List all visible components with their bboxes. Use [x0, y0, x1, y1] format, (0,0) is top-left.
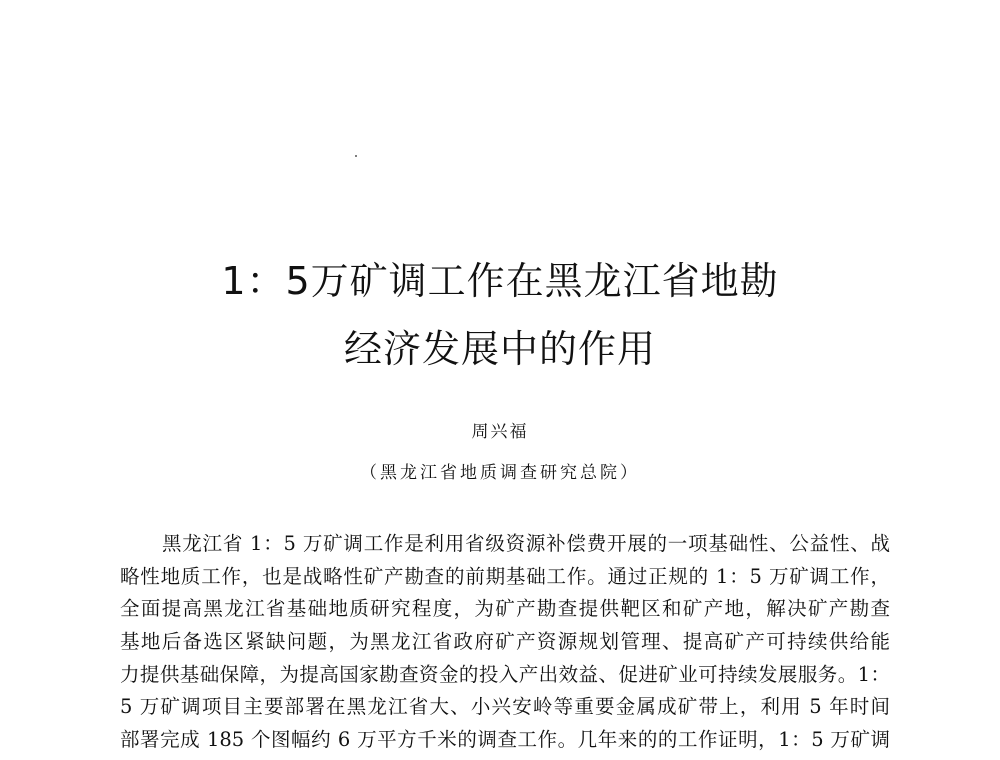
body-line: 略性地质工作，也是战略性矿产勘查的前期基础工作。通过正规的 1：5 万矿调工作， [120, 564, 890, 588]
paper-title-line-1: 1：5万矿调工作在黑龙江省地勘 [221, 259, 779, 303]
author-name: 周兴福 [471, 422, 529, 442]
paper-title-line-2: 经济发展中的作用 [343, 327, 656, 371]
scan-speck [355, 155, 357, 157]
body-paragraph [120, 528, 890, 757]
body-line: 基地后备选区紧缺问题，为黑龙江省政府矿产资源规划管理、提高矿产可持续供给能 [120, 630, 890, 654]
author-affiliation: （黑龙江省地质调查研究总院） [360, 463, 640, 483]
body-line: 部署完成 185 个图幅约 6 万平方千米的调查工作。几年来的的工作证明，1：5 万矿调 [120, 728, 890, 752]
body-line: 5 万矿调项目主要部署在黑龙江省大、小兴安岭等重要金属成矿带上，利用 5 年时间 [120, 695, 890, 719]
body-line: 力提供基础保障，为提高国家勘查资金的投入产出效益、促进矿业可持续发展服务。1： [120, 662, 890, 686]
body-line: 黑龙江省 1：5 万矿调工作是利用省级资源补偿费开展的一项基础性、公益性、战 [162, 532, 890, 555]
body-line: 全面提高黑龙江省基础地质研究程度，为矿产勘查提供靶区和矿产地，解决矿产勘查 [120, 597, 890, 621]
